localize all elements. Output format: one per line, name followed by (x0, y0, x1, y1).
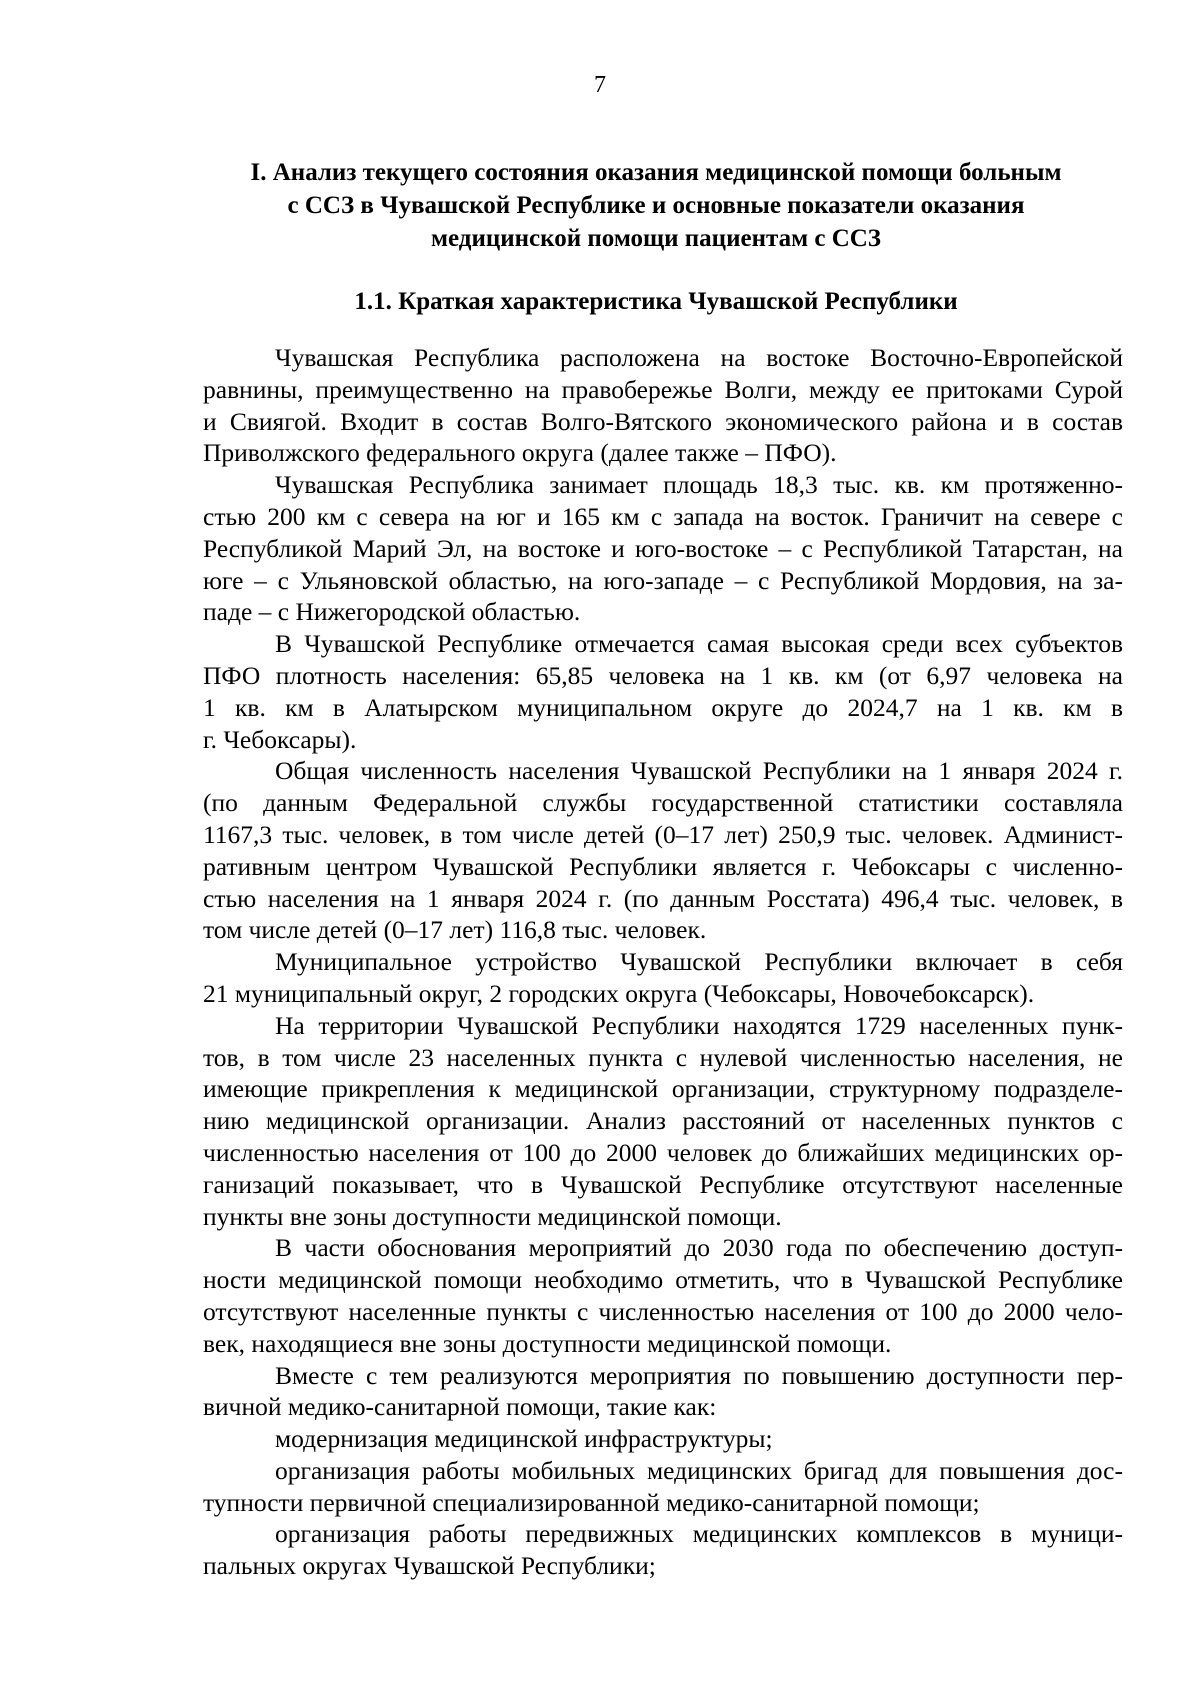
paragraph-line: Муниципальное устройство Чувашской Республики включает в себя (275, 947, 1123, 977)
section-heading (205, 156, 1107, 255)
paragraph-line: том числе детей (0–17 лет) 116,8 тыс. человек. (203, 915, 707, 945)
paragraph-line: организация работы передвижных медицинских комплексов в муници- (275, 1519, 1123, 1549)
paragraph-line: Чувашская Республика расположена на востоке Восточно-Европейской (275, 343, 1123, 372)
paragraph-line: имеющие прикрепления к медицинской организации, структурному подразделе- (203, 1074, 1123, 1104)
paragraph-line: организация работы мобильных медицинских бригад для повышения дос- (275, 1455, 1123, 1485)
paragraph-line: тупности первичной специализированной медико-санитарной помощи; (203, 1487, 980, 1517)
paragraph-line: ративным центром Чувашской Республики является г. Чебоксары с численно- (203, 851, 1123, 881)
paragraph-line: Общая численность населения Чувашской Республики на 1 января 2024 г. (275, 756, 1123, 786)
paragraph-line: На территории Чувашской Республики находятся 1729 населенных пунк- (275, 1010, 1123, 1040)
page-number: 7 (594, 72, 606, 98)
paragraph-line: и Свиягой. Входит в состав Волго-Вятского экономического района и в состав (203, 406, 1123, 436)
paragraph-line: тов, в том числе 23 населенных пункта с нулевой численностью населения, не (203, 1042, 1123, 1072)
paragraph (203, 946, 1123, 1010)
paragraph-line: паде – с Нижегородской областью. (203, 597, 581, 627)
paragraph-line: Вместе с тем реализуются мероприятия по повышению доступности пер- (275, 1360, 1123, 1390)
paragraph-line: г. Чебоксары). (203, 724, 357, 754)
paragraph-line: отсутствуют населенные пункты с численностью населения от 100 до 2000 чело- (203, 1296, 1123, 1326)
paragraph-line: пальных округах Чувашской Республики; (203, 1551, 656, 1581)
paragraph-line: ности медицинской помощи необходимо отметить, что в Чувашской Республике (203, 1265, 1123, 1295)
section-heading-line: с ССЗ в Чувашской Республике и основные показатели оказания (287, 192, 1025, 219)
paragraph-line: нию медицинской организации. Анализ расстояний от населенных пунктов с (203, 1106, 1123, 1136)
paragraph-line: 1 кв. км в Алатырском муниципальном округе до 2024,7 на 1 кв. км в (203, 692, 1123, 722)
paragraph-line: (по данным Федеральной службы государственной статистики составляла (203, 788, 1123, 818)
paragraph (203, 628, 1123, 755)
paragraph (203, 1360, 1123, 1424)
paragraph-line: век, находящиеся вне зоны доступности медицинской помощи. (203, 1328, 892, 1358)
paragraph-line: Приволжского федерального округа (далее также – ПФО). (203, 438, 837, 468)
paragraph-line: ПФО плотность населения: 65,85 человека на 1 кв. км (от 6,97 человека на (203, 660, 1123, 690)
paragraph-line: юге – с Ульяновской областью, на юго-западе – с Республикой Мордовия, на за- (203, 565, 1123, 595)
paragraph-line: 1167,3 тыс. человек, в том числе детей (0–17 лет) 250,9 тыс. человек. Админист- (203, 819, 1123, 849)
paragraph-line: 21 муниципальный округ, 2 городских округа (Чебоксары, Новочебоксарск). (203, 978, 1035, 1008)
paragraph-line: В Чувашской Республике отмечается самая высокая среди всех субъектов (275, 629, 1123, 659)
paragraph (203, 469, 1123, 628)
paragraph-line: вичной медико-санитарной помощи, такие как: (203, 1392, 717, 1422)
paragraph-line: стью 200 км с севера на юг и 165 км с запада на восток. Граничит на севере с (203, 501, 1123, 531)
paragraph-line: модернизация медицинской инфраструктуры; (275, 1424, 773, 1454)
paragraph-line: численностью населения от 100 до 2000 человек до ближайших медицинских ор- (203, 1137, 1123, 1167)
paragraph (203, 1423, 1123, 1455)
paragraph-line: пункты вне зоны доступности медицинской помощи. (203, 1201, 782, 1231)
section-heading-line: медицинской помощи пациентам с ССЗ (431, 225, 881, 252)
paragraph (203, 1518, 1123, 1582)
subsection-heading: 1.1. Краткая характеристика Чувашской Республики (354, 288, 958, 315)
paragraph (203, 1232, 1123, 1359)
paragraph-line: В части обоснования мероприятий до 2030 года по обеспечению доступ- (275, 1233, 1123, 1263)
body-text (203, 342, 1123, 1582)
paragraph (203, 1010, 1123, 1233)
paragraph (203, 755, 1123, 946)
paragraph-line: стью населения на 1 января 2024 г. (по данным Росстата) 496,4 тыс. человек, в (203, 883, 1123, 913)
paragraph (203, 342, 1123, 469)
paragraph-line: ганизаций показывает, что в Чувашской Республике отсутствуют населенные (203, 1169, 1123, 1199)
paragraph-line: Чувашская Республика занимает площадь 18,3 тыс. кв. км протяженно- (275, 470, 1123, 500)
paragraph-line: равнины, преимущественно на правобережье Волги, между ее притоками Сурой (203, 374, 1123, 404)
paragraph-line: Республикой Марий Эл, на востоке и юго-востоке – с Республикой Татарстан, на (203, 533, 1123, 563)
section-heading-line: I. Анализ текущего состояния оказания медицинской помощи больным (250, 159, 1062, 186)
paragraph (203, 1455, 1123, 1519)
